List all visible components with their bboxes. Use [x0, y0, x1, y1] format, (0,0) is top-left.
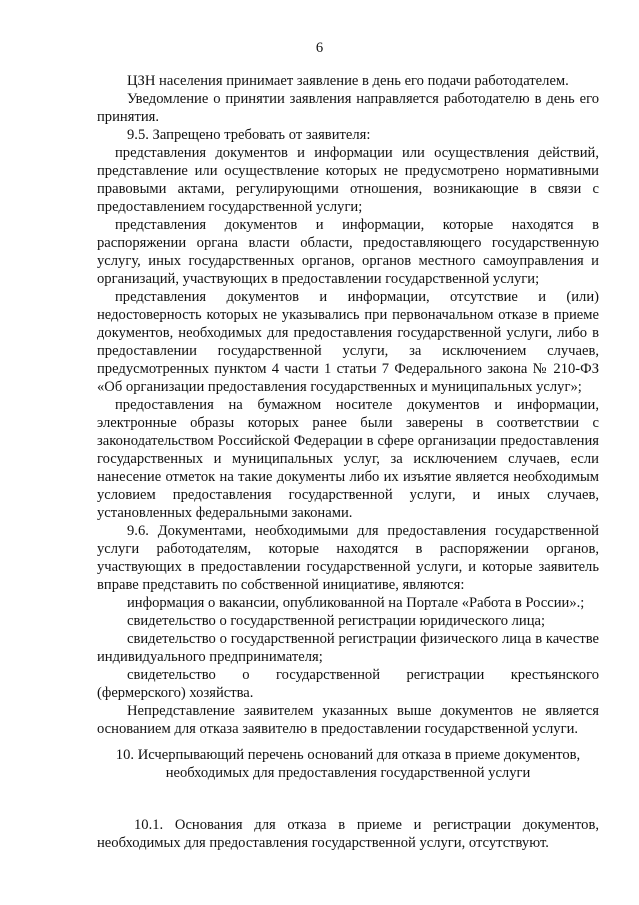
page-number: 6: [315, 40, 324, 56]
list-item: свидетельство о государственной регистрации юридического лица;: [127, 613, 546, 629]
clause-10-1: 10.1. Основания для отказа в приеме и регистрации документов, необходимых для предоставления государственной услуги, отсутствуют.: [97, 817, 599, 851]
clause-9-6: 9.6. Документами, необходимыми для предоставления государственной услуги работодателям, которые находятся в распоряжении органов, участвующих в предоставлении государственной услуги, и которые заявитель вправе представить по собственной инициативе, являются:: [97, 523, 599, 593]
list-item: свидетельство о государственной регистрации крестьянского (фермерского) хозяйства.: [97, 667, 599, 701]
paragraph: Уведомление о принятии заявления направляется работодателю в день его принятия.: [97, 91, 599, 125]
list-item: предоставления на бумажном носителе документов и информации, электронные образы которых ранее были заверены в соответствии с законодательством Российской Федерации в сфере организации предоставления государственных и муниципальных услуг, за исключением случаев, если нанесение отметок на такие документы либо их изъятие является необходимым условием предоставления государственной услуги, и иных случаев, установленных федеральными законами.: [97, 397, 599, 521]
list-item: представления документов и информации, отсутствие и (или) недостоверность которых не указывались при первоначальном отказе в приеме документов, необходимых для предоставления государственной услуги, либо в предоставлении государственной услуги, за исключением случаев, предусмотренных пунктом 4 части 1 статьи 7 Федерального закона № 210-ФЗ «Об организации предоставления государственных и муниципальных услуг»;: [97, 289, 599, 395]
document-body: [97, 72, 599, 852]
clause-9-5: 9.5. Запрещено требовать от заявителя:: [127, 127, 371, 143]
paragraph: ЦЗН населения принимает заявление в день его подачи работодателем.: [127, 73, 569, 89]
list-item: представления документов и информации, которые находятся в распоряжении органа власти области, предоставляющего государственную услугу, иных государственных органов, органов местного самоуправления и организаций, участвующих в предоставлении государственной услуги;: [97, 217, 599, 287]
list-item: свидетельство о государственной регистрации физического лица в качестве индивидуального предпринимателя;: [97, 631, 599, 665]
list-item: информация о вакансии, опубликованной на Портале «Работа в России».;: [127, 595, 585, 611]
paragraph: Непредставление заявителем указанных выше документов не является основанием для отказа заявителю в предоставлении государственной услуги.: [97, 703, 599, 737]
list-item: представления документов и информации или осуществления действий, представление или осуществление которых не предусмотрено нормативными правовыми актами, регулирующими отношения, возникающие в связи с предоставлением государственной услуги;: [97, 145, 599, 215]
section-heading: 10. Исчерпывающий перечень оснований для отказа в приеме документов, необходимых для предоставления государственной услуги: [115, 747, 581, 781]
